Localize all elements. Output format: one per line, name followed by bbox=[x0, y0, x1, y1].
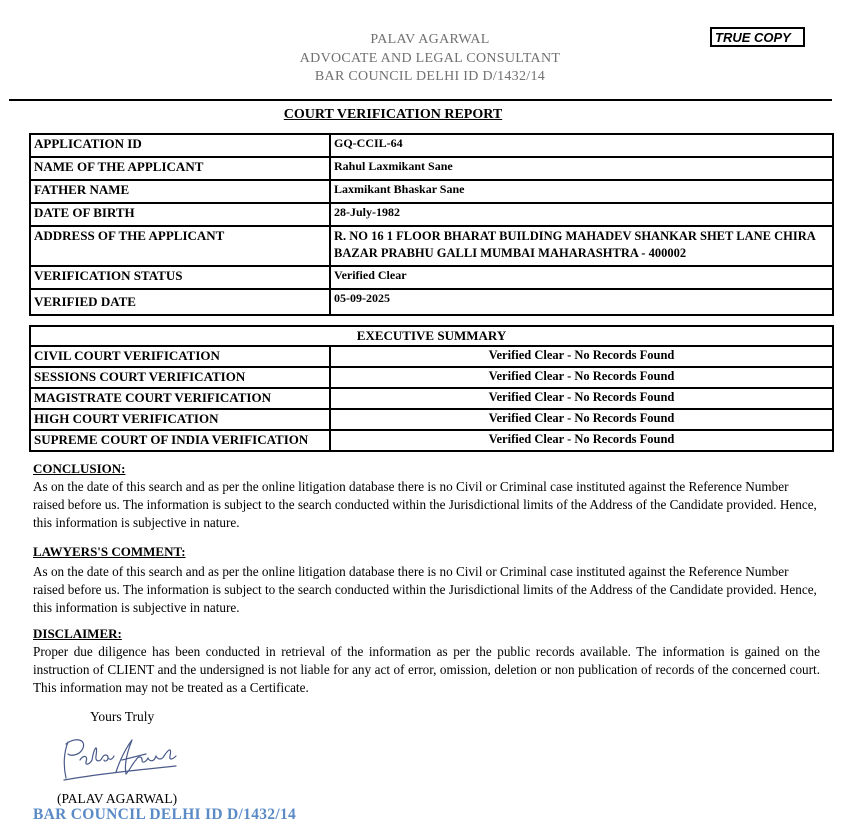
lawyers-comment-text: As on the date of this search and as per the online litigation database there is no Civil or Criminal case instituted against the Reference Number raised before us. The information is subject to the search conducted within the Jurisdictional limits of the Address of the Candidate provided. Hence, this information is subjective in nature. bbox=[33, 564, 817, 615]
summary-result: Verified Clear - No Records Found bbox=[330, 346, 833, 367]
table-row bbox=[30, 203, 833, 226]
summary-label: MAGISTRATE COURT VERIFICATION bbox=[30, 388, 330, 409]
detail-label: VERIFICATION STATUS bbox=[30, 266, 330, 289]
header-bar-id: BAR COUNCIL DELHI ID D/1432/14 bbox=[314, 69, 546, 84]
header-designation: ADVOCATE AND LEGAL CONSULTANT bbox=[299, 51, 561, 66]
header-name: PALAV AGARWAL bbox=[370, 32, 490, 47]
summary-result: Verified Clear - No Records Found bbox=[330, 367, 833, 388]
lawyers-comment-heading: LAWYERS'S COMMENT: bbox=[33, 544, 186, 559]
disclaimer-text: Proper due diligence has been conducted in retrieval of the information as per the public records available. The information is gained on the instruction of CLIENT and the undersigned is not liable for any act of error, omission, deletion or non publication of records of the concerned court. This information may not be treated as a Certificate. bbox=[33, 644, 820, 695]
table-row bbox=[30, 226, 833, 266]
disclaimer-heading: DISCLAIMER: bbox=[33, 626, 122, 641]
signatory-name: (PALAV AGARWAL) bbox=[57, 791, 178, 806]
applicant-details-table bbox=[29, 133, 834, 316]
table-row bbox=[30, 289, 833, 315]
true-copy-stamp: TRUE COPY bbox=[710, 27, 805, 47]
table-row bbox=[30, 157, 833, 180]
summary-label: HIGH COURT VERIFICATION bbox=[30, 409, 330, 430]
table-row bbox=[30, 134, 833, 157]
detail-value: 05-09-2025 bbox=[330, 289, 833, 315]
table-row bbox=[30, 430, 833, 451]
detail-value: Laxmikant Bhaskar Sane bbox=[330, 180, 833, 203]
signature-image bbox=[58, 730, 183, 790]
table-row bbox=[30, 346, 833, 367]
conclusion-heading: CONCLUSION: bbox=[33, 461, 126, 476]
detail-label: APPLICATION ID bbox=[30, 134, 330, 157]
table-row bbox=[30, 266, 833, 289]
table-row bbox=[30, 326, 833, 346]
detail-label: DATE OF BIRTH bbox=[30, 203, 330, 226]
summary-result: Verified Clear - No Records Found bbox=[330, 388, 833, 409]
detail-label: FATHER NAME bbox=[30, 180, 330, 203]
table-row bbox=[30, 409, 833, 430]
detail-value: 28-July-1982 bbox=[330, 203, 833, 226]
table-row bbox=[30, 180, 833, 203]
signatory-bar-id: BAR COUNCIL DELHI ID D/1432/14 bbox=[33, 806, 297, 823]
executive-summary-table bbox=[29, 325, 834, 452]
detail-label: VERIFIED DATE bbox=[30, 289, 330, 315]
closing-salutation: Yours Truly bbox=[90, 709, 155, 724]
conclusion-text: As on the date of this search and as per the online litigation database there is no Civil or Criminal case instituted against the Reference Number raised before us. The information is subject to the search conducted within the Jurisdictional limits of the Address of the Candidate provided. Hence, this information is subjective in nature. bbox=[33, 479, 817, 530]
table-row bbox=[30, 388, 833, 409]
detail-value: Rahul Laxmikant Sane bbox=[330, 157, 833, 180]
detail-value: GQ-CCIL-64 bbox=[330, 134, 833, 157]
header-divider bbox=[9, 99, 832, 101]
summary-label: SUPREME COURT OF INDIA VERIFICATION bbox=[30, 430, 330, 451]
detail-label: NAME OF THE APPLICANT bbox=[30, 157, 330, 180]
summary-label: CIVIL COURT VERIFICATION bbox=[30, 346, 330, 367]
report-title: COURT VERIFICATION REPORT bbox=[283, 107, 503, 122]
detail-value: Verified Clear bbox=[330, 266, 833, 289]
summary-result: Verified Clear - No Records Found bbox=[330, 409, 833, 430]
summary-label: SESSIONS COURT VERIFICATION bbox=[30, 367, 330, 388]
detail-label: ADDRESS OF THE APPLICANT bbox=[30, 226, 330, 266]
detail-value: R. NO 16 1 FLOOR BHARAT BUILDING MAHADEV SHANKAR SHET LANE CHIRA BAZAR PRABHU GALLI MUMBAI MAHARASHTRA - 400002 bbox=[330, 226, 833, 266]
summary-result: Verified Clear - No Records Found bbox=[330, 430, 833, 451]
table-row bbox=[30, 367, 833, 388]
summary-heading: EXECUTIVE SUMMARY bbox=[30, 326, 833, 346]
